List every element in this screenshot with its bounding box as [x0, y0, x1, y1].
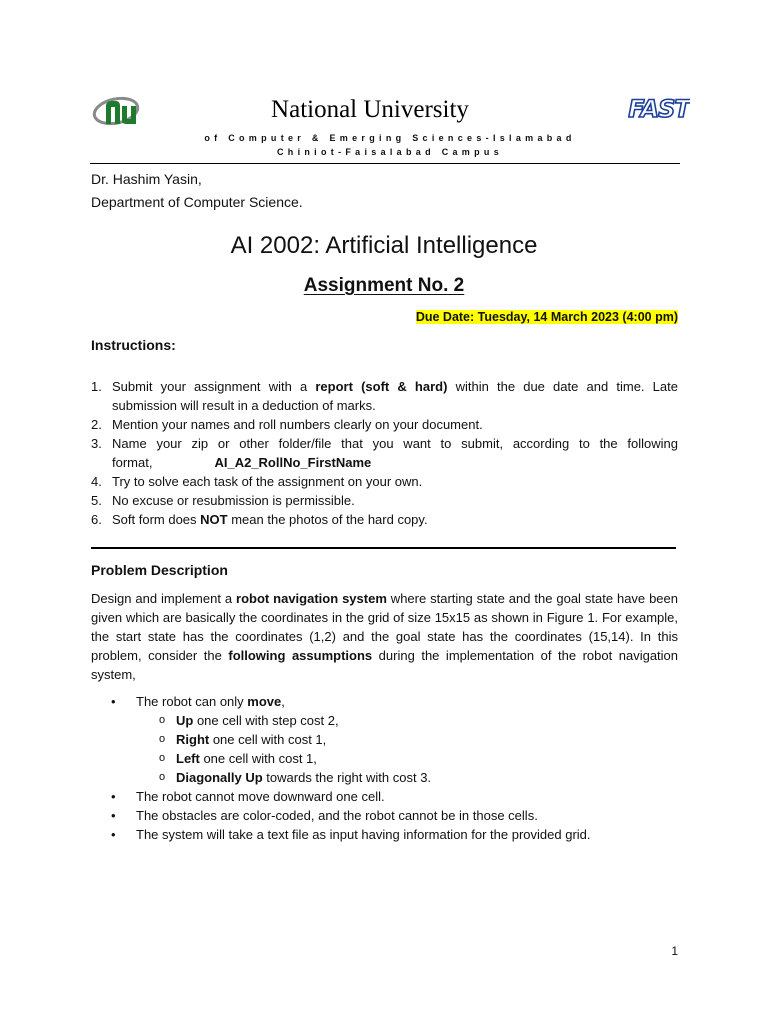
- list-item: 3. Name your zip or other folder/file that you want to submit, according to the following format, AI_A2_RollNo_FirstName: [91, 436, 678, 470]
- svg-text:FAST: FAST: [628, 95, 690, 122]
- list-item: • The obstacles are color-coded, and the robot cannot be in those cells.: [111, 808, 538, 823]
- list-item: 1. Submit your assignment with a report (soft & hard) within the due date and time. Late submission will result in a deduction of marks.: [91, 379, 678, 413]
- list-item: 5. No excuse or resubmission is permissible.: [91, 493, 355, 508]
- author-department: Department of Computer Science.: [91, 194, 303, 210]
- university-title: National University: [271, 96, 469, 123]
- list-item: 2. Mention your names and roll numbers clearly on your document.: [91, 417, 483, 432]
- sub-list-item: o Up one cell with step cost 2,: [159, 713, 339, 728]
- due-date-time: (4:00 pm): [622, 310, 678, 324]
- university-subtitle: of Computer & Emerging Sciences-Islamabad: [204, 133, 576, 143]
- list-item: • The robot cannot move downward one cell.: [111, 789, 385, 804]
- list-item: • The system will take a text file as input having information for the provided grid.: [111, 827, 591, 842]
- author-name: Dr. Hashim Yasin,: [91, 171, 202, 187]
- fast-logo: [628, 94, 690, 122]
- nu-logo-text: nu: [118, 128, 120, 129]
- campus-subtitle: Chiniot-Faisalabad Campus: [276, 147, 504, 157]
- sub-list-item: o Diagonally Up towards the right with cost 3.: [159, 770, 432, 785]
- page-number: 1: [671, 944, 678, 958]
- sub-list-item: o Right one cell with cost 1,: [159, 732, 327, 747]
- instructions-heading: Instructions:: [91, 337, 176, 353]
- problem-heading: Problem Description: [91, 562, 228, 578]
- due-date: [300, 310, 678, 324]
- list-item: 4. Try to solve each task of the assignment on your own.: [91, 474, 423, 489]
- list-item: 6. Soft form does NOT mean the photos of the hard copy.: [91, 512, 428, 527]
- header-divider: [90, 163, 680, 164]
- section-divider: [91, 547, 676, 549]
- list-item: • The robot can only move,: [111, 694, 285, 709]
- instructions-list: [91, 377, 678, 529]
- filename-format: AI_A2_RollNo_FirstName: [214, 455, 372, 470]
- course-title: AI 2002: Artificial Intelligence: [230, 232, 538, 259]
- assignment-title: Assignment No. 2: [303, 275, 465, 296]
- due-date-text: Due Date: Tuesday, 14 March 2023: [415, 310, 619, 324]
- assumptions-list: [91, 692, 678, 844]
- sub-list-item: o Left one cell with cost 1,: [159, 751, 317, 766]
- problem-paragraph: Design and implement a robot navigation system where starting state and the goal state have been given which are basically the coordinates in the grid of size 15x15 as shown in Figure 1. For example, the start state has the coordinates (1,2) and the goal state has the coordinates (15,14). In this problem, consider the following assumptions during the implementation of the robot navigation system,: [91, 591, 679, 682]
- author-block: [91, 168, 678, 214]
